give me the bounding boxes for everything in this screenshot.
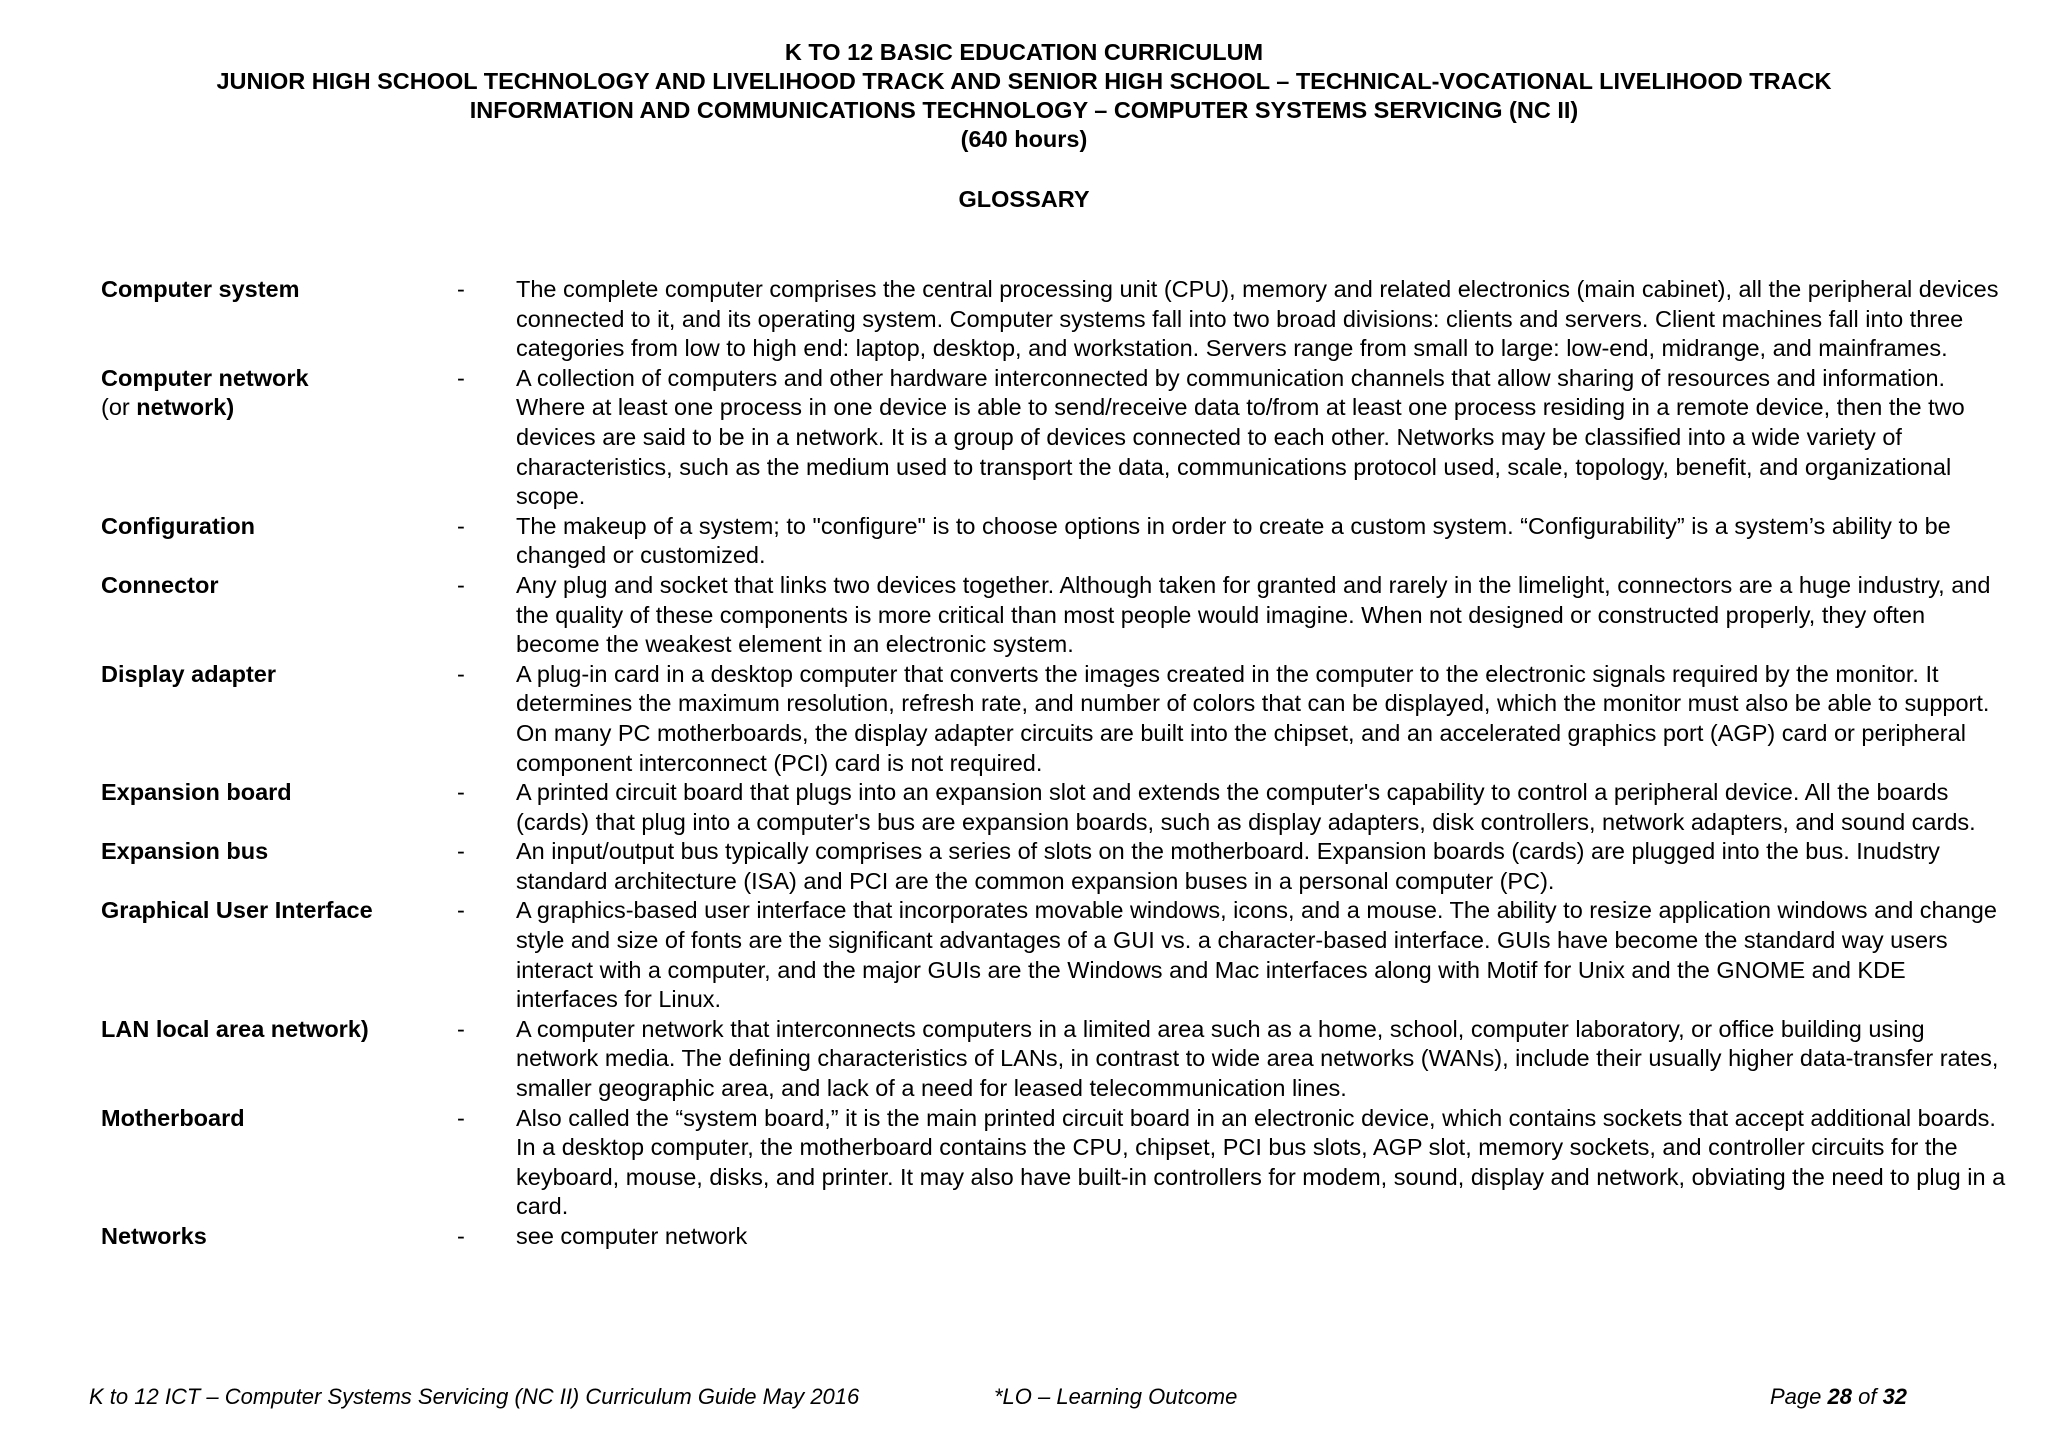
glossary-list: [101, 275, 2011, 1252]
alias-prefix: (or: [101, 394, 137, 421]
entry-separator: -: [457, 364, 465, 391]
entry-separator: -: [457, 838, 465, 865]
glossary-term: Connector: [101, 571, 219, 598]
glossary-definition: The makeup of a system; to "configure" is to choose options in order to create a custom system. “Configurability” is a system’s ability to be changed or customized.: [516, 512, 1951, 569]
glossary-definition: A graphics-based user interface that incorporates movable windows, icons, and a mouse. The ability to resize application windows and change style and size of fonts are the significant advantages of a GUI vs. a character-based interface. GUIs have become the standard way users interact with a computer, and the major GUIs are the Windows and Mac interfaces along with Motif for Unix and the GNOME and KDE interfaces for Linux.: [516, 897, 1997, 1013]
glossary-term: Expansion board: [101, 779, 292, 806]
glossary-definition: A printed circuit board that plugs into an expansion slot and extends the computer's capability to control a peripheral device. All the boards (cards) that plug into a computer's bus are expansion boards, such as display adapters, disk controllers, network adapters, and sound cards.: [516, 779, 1976, 835]
glossary-term: Expansion bus: [101, 838, 269, 865]
glossary-entry: [101, 1222, 2011, 1252]
glossary-entry: [101, 571, 2011, 660]
glossary-entry: [101, 660, 2011, 778]
alias-term: network): [136, 394, 235, 421]
document-header: [0, 38, 2048, 154]
current-page: 28: [1827, 1384, 1852, 1409]
glossary-term: LAN local area network): [101, 1015, 369, 1042]
glossary-term: [101, 364, 457, 512]
header-line-2: JUNIOR HIGH SCHOOL TECHNOLOGY AND LIVELIHOOD TRACK AND SENIOR HIGH SCHOOL – TECHNICAL-VOCATIONAL LIVELIHOOD TRACK: [216, 68, 1832, 94]
page-of: of: [1851, 1384, 1883, 1409]
glossary-entry: [101, 896, 2011, 1014]
total-pages: 32: [1882, 1384, 1908, 1409]
page-prefix: Page: [1770, 1384, 1828, 1409]
glossary-term: Configuration: [101, 512, 256, 539]
glossary-term: Display adapter: [101, 660, 277, 687]
glossary-term-main: Computer network: [101, 364, 309, 391]
footer-guide-title: K to 12 ICT – Computer Systems Servicing (NC II) Curriculum Guide May 2016: [89, 1384, 860, 1409]
glossary-term: Graphical User Interface: [101, 897, 373, 924]
footer-note: *LO – Learning Outcome: [994, 1384, 1238, 1409]
footer-page-number: [1770, 1384, 1907, 1410]
entry-separator: -: [457, 897, 465, 924]
glossary-term: Computer system: [101, 276, 300, 302]
entry-separator: -: [457, 1104, 465, 1131]
entry-separator: -: [457, 276, 465, 302]
entry-separator: -: [457, 512, 465, 539]
glossary-entry: [101, 275, 2011, 364]
entry-separator: -: [457, 660, 465, 687]
glossary-definition: An input/output bus typically comprises a series of slots on the motherboard. Expansion boards (cards) are plugged into the bus. Inudstry standard architecture (ISA) and PCI are the common expansion buses in a personal computer (PC).: [516, 838, 1940, 894]
glossary-definition: A computer network that interconnects computers in a limited area such as a home, school, computer laboratory, or office building using network media. The defining characteristics of LANs, in contrast to wide area networks (WANs), include their usually higher data-transfer rates, smaller geographic area, and lack of a need for leased telecommunication lines.: [516, 1015, 1999, 1102]
glossary-entry: [101, 364, 2011, 512]
glossary-definition: A collection of computers and other hardware interconnected by communication channels that allow sharing of resources and information. Where at least one process in one device is able to send/receive data to/from at least one process residing in a remote device, then the two devices are said to be in a network. It is a group of devices connected to each other. Networks may be classified into a wide variety of characteristics, such as the medium used to transport the data, communications protocol used, scale, topology, benefit, and organizational scope.: [516, 364, 1965, 510]
glossary-term: Motherboard: [101, 1104, 245, 1131]
header-line-4: (640 hours): [960, 126, 1088, 152]
glossary-entry: [101, 778, 2011, 837]
glossary-entry: [101, 837, 2011, 896]
glossary-definition: see computer network: [516, 1223, 748, 1249]
entry-separator: -: [457, 571, 465, 598]
glossary-term: Networks: [101, 1223, 207, 1249]
entry-separator: -: [457, 779, 465, 806]
glossary-title: GLOSSARY: [958, 186, 1090, 212]
glossary-definition: A plug-in card in a desktop computer that converts the images created in the computer to the electronic signals required by the monitor. It determines the maximum resolution, refresh rate, and number of colors that can be displayed, which the monitor must also be able to support. On many PC motherboards, the display adapter circuits are built into the chipset, and an accelerated graphics port (AGP) card or peripheral component interconnect (PCI) card is not required.: [516, 660, 1990, 776]
glossary-definition: Any plug and socket that links two devices together. Although taken for granted and rarely in the limelight, connectors are a huge industry, and the quality of these components is more critical than most people would imagine. When not designed or constructed properly, they often become the weakest element in an electronic system.: [516, 571, 1991, 658]
glossary-entry: [101, 1104, 2011, 1222]
header-line-1: K TO 12 BASIC EDUCATION CURRICULUM: [784, 39, 1264, 65]
glossary-entry: [101, 1015, 2011, 1104]
glossary-definition: Also called the “system board,” it is the main printed circuit board in an electronic device, which contains sockets that accept additional boards. In a desktop computer, the motherboard contains the CPU, chipset, PCI bus slots, AGP slot, memory sockets, and controller circuits for the keyboard, mouse, disks, and printer. It may also have built-in controllers for modem, sound, display and network, obviating the need to plug in a card.: [516, 1104, 2006, 1220]
glossary-term-alias: [101, 393, 457, 423]
glossary-definition: The complete computer comprises the central processing unit (CPU), memory and related electronics (main cabinet), all the peripheral devices connected to it, and its operating system. Computer systems fall into two broad divisions: clients and servers. Client machines fall into three categories from low to high end: laptop, desktop, and workstation. Servers range from small to large: low-end, midrange, and mainframes.: [516, 276, 1999, 362]
entry-separator: -: [457, 1015, 465, 1042]
header-line-3: INFORMATION AND COMMUNICATIONS TECHNOLOGY – COMPUTER SYSTEMS SERVICING (NC II): [469, 97, 1579, 123]
entry-separator: -: [457, 1223, 465, 1249]
glossary-entry: [101, 512, 2011, 571]
